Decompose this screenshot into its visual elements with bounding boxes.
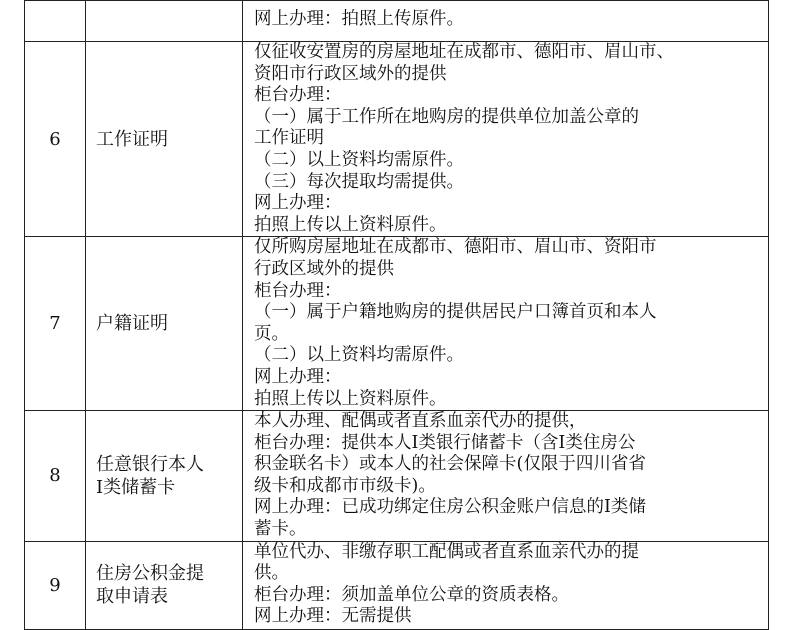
detail-line: （一）属于户籍地购房的提供居民户口簿首页和本人 (254, 302, 657, 323)
material-name-line: I类储蓄卡 (96, 476, 176, 498)
requirement-detail (243, 1, 769, 42)
material-name-line: 任意银行本人 (96, 453, 204, 475)
detail-line: 蓄卡。 (254, 519, 307, 540)
detail-line: 工作证明 (254, 128, 324, 149)
material-name: 工作证明 (86, 42, 243, 237)
table-row (25, 541, 769, 629)
detail-line: 级卡和成都市市级卡)。 (254, 475, 436, 496)
detail-line: 供。 (254, 563, 289, 584)
requirements-table (24, 0, 769, 630)
detail-line: 仅所购房屋地址在成都市、德阳市、眉山市、资阳市 (254, 237, 657, 258)
table-row (25, 42, 769, 237)
material-name-line: 住房公积金提 (96, 563, 204, 585)
table-row (25, 411, 769, 542)
row-number: 9 (25, 541, 86, 629)
detail-line: 单位代办、非缴存职工配偶或者直系血亲代办的提 (254, 541, 639, 562)
detail-line: （一）属于工作所在地购房的提供单位加盖公章的 (254, 106, 639, 127)
detail-line: 拍照上传以上资料原件。 (254, 388, 447, 409)
row-number (25, 1, 86, 42)
detail-line: 仅征收安置房的房屋地址在成都市、德阳市、眉山市、 (254, 42, 674, 62)
material-name (86, 411, 243, 542)
requirement-detail (243, 237, 769, 411)
material-name (86, 1, 243, 42)
row-number: 6 (25, 42, 86, 237)
detail-line: 柜台办理： (254, 280, 342, 301)
detail-line: 页。 (254, 323, 289, 344)
table-row (25, 237, 769, 411)
detail-line: 拍照上传以上资料原件。 (254, 214, 447, 235)
detail-line: （二）以上资料均需原件。 (254, 345, 464, 366)
row-number: 8 (25, 411, 86, 542)
detail-line: 网上办理：无需提供 (254, 606, 412, 627)
requirement-detail (243, 541, 769, 629)
detail-line: 行政区域外的提供 (254, 258, 394, 279)
requirement-detail (243, 411, 769, 542)
detail-line: 资阳市行政区域外的提供 (254, 63, 447, 84)
material-name (86, 541, 243, 629)
detail-line: 积金联名卡）或本人的社会保障卡(仅限于四川省省 (254, 454, 646, 475)
table-row (25, 1, 769, 42)
material-name-line: 取申请表 (96, 586, 168, 608)
detail-line: 网上办理：已成功绑定住房公积金账户信息的I类储 (254, 497, 646, 518)
detail-line: 本人办理、配偶或者直系血亲代办的提供， (254, 411, 587, 432)
detail-line: 网上办理：拍照上传原件。 (254, 9, 464, 29)
detail-line: 网上办理： (254, 366, 342, 387)
requirement-detail (243, 42, 769, 237)
detail-line: 柜台办理：须加盖单位公章的资质表格。 (254, 584, 569, 605)
row-number: 7 (25, 237, 86, 411)
detail-line: 网上办理： (254, 193, 342, 214)
detail-line: （三）每次提取均需提供。 (254, 171, 464, 192)
detail-line: 柜台办理：提供本人I类银行储蓄卡（含I类住房公 (254, 432, 636, 453)
detail-line: （二）以上资料均需原件。 (254, 149, 464, 170)
detail-line: 柜台办理： (254, 85, 342, 106)
material-name: 户籍证明 (86, 237, 243, 411)
